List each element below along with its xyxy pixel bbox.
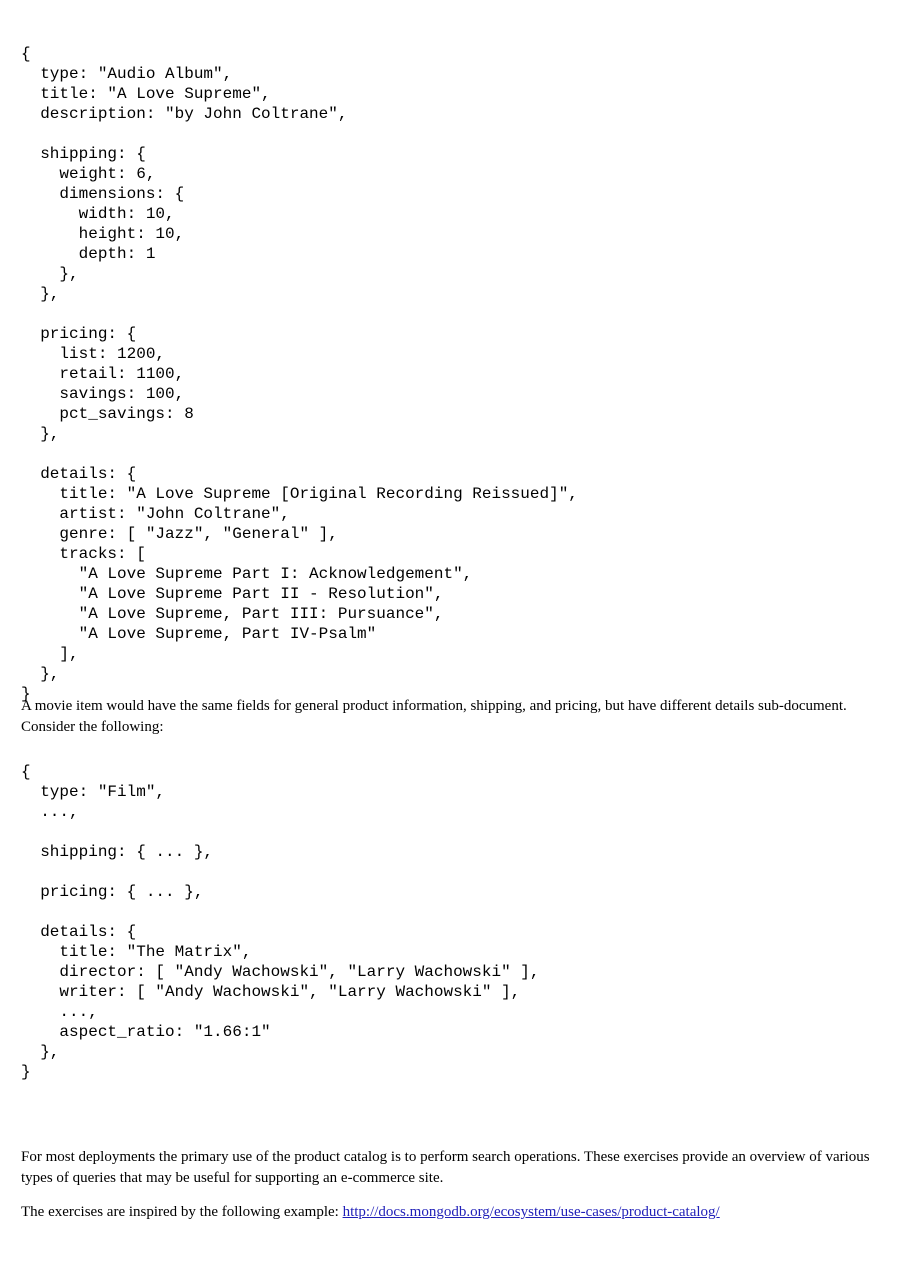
product-catalog-link[interactable]: http://docs.mongodb.org/ecosystem/use-cases/product-catalog/: [342, 1204, 720, 1220]
code-block-audio-album: { type: "Audio Album", title: "A Love Supreme", description: "by John Coltrane", shipping: { weight: 6, dimensions: { width: 10, height: 10, depth: 1 }, }, pricing: { list: 1200, retail: 1100, savings: 100, pct_savings: 8 }, details: { title: "A Love Supreme [Original Recording Reissued]", artist: "John Coltrane", genre: [ "Jazz", "General" ], tracks: [ "A Love Supreme Part I: Acknowledgement", "A Love Supreme Part II - Resolution", "A Love Supreme, Part III: Pursuance", "A Love Supreme, Part IV-Psalm" ], }, }: [21, 45, 578, 703]
paragraph-inspired-by: [21, 1202, 883, 1223]
paragraph-movie-item: A movie item would have the same fields for general product information, shipping, and pricing, but have different details sub-document. Consider the following:: [21, 698, 847, 735]
paragraph-search-operations: For most deployments the primary use of the product catalog is to perform search operations. These exercises provide an overview of various types of queries that may be useful for supporting an e-commerce site.: [21, 1149, 870, 1186]
inspired-text: The exercises are inspired by the following example:: [21, 1204, 343, 1220]
code-block-film: { type: "Film", ..., shipping: { ... }, pricing: { ... }, details: { title: "The Matrix", director: [ "Andy Wachowski", "Larry Wachowski" ], writer: [ "Andy Wachowski", "Larry Wachowski" ], ..., aspect_ratio: "1.66:1" }, }: [21, 763, 540, 1081]
